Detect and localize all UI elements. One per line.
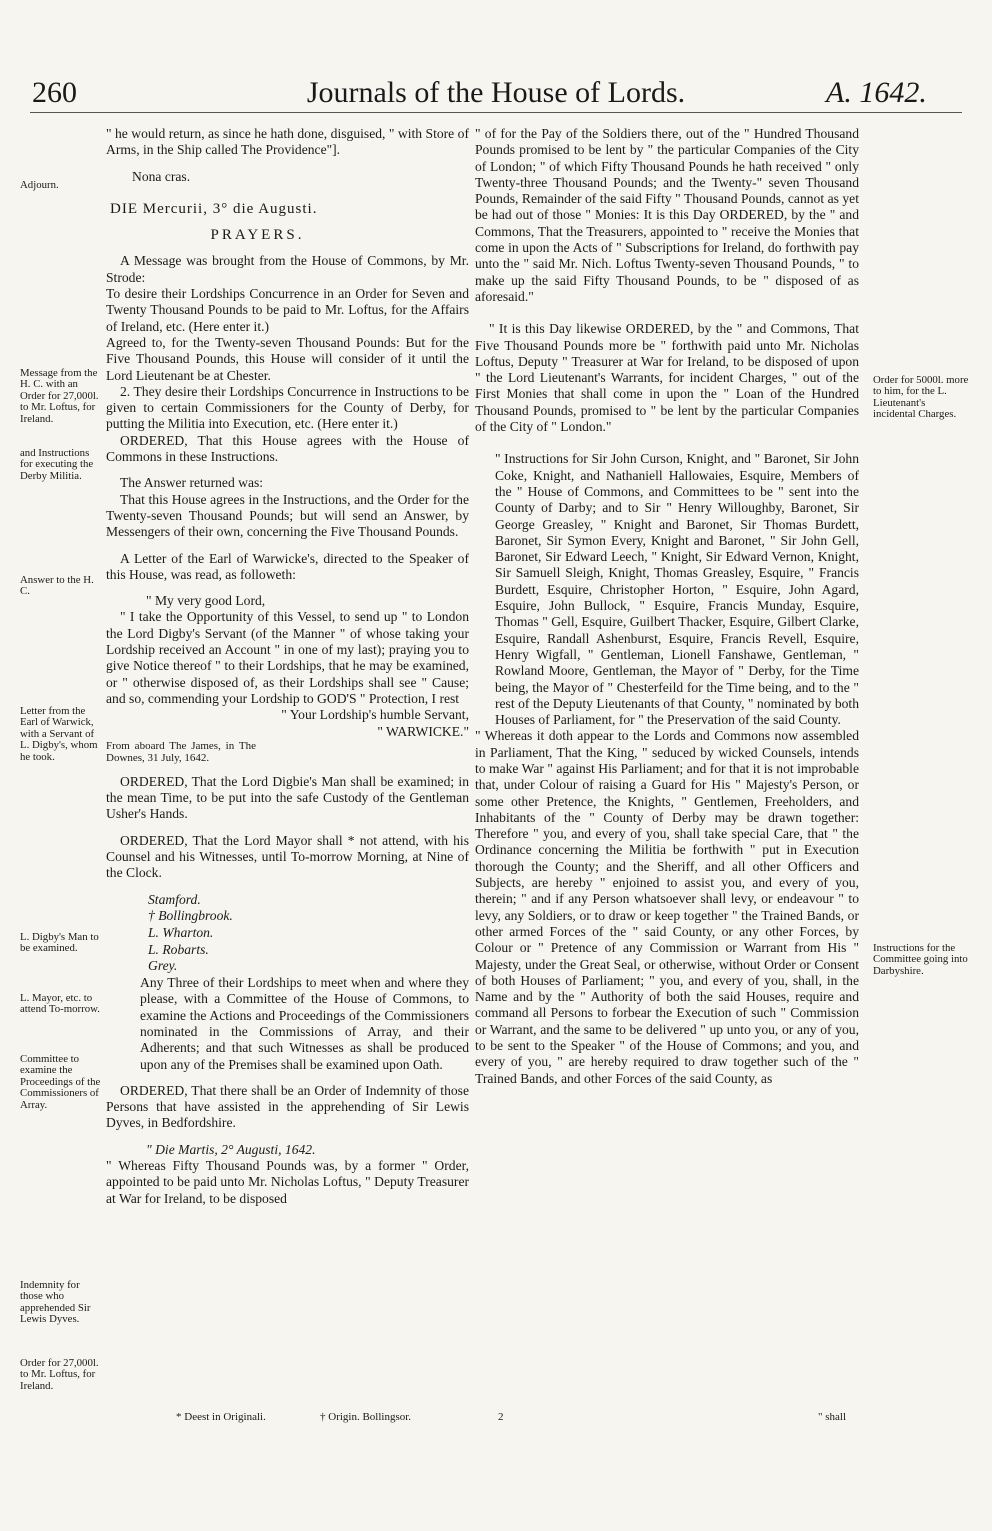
adjournment: Nona cras.	[132, 168, 191, 184]
margin-note: Answer to the H. C.	[20, 574, 94, 598]
lords-committee-list	[106, 892, 469, 976]
lord-name: † Bollingbrook.	[148, 908, 233, 924]
letter-signature: " WARWICKE."	[377, 723, 469, 739]
day-heading: DIE Mercurii, 3° die Augusti.	[110, 200, 318, 217]
paragraph: A Message was brought from the House of Commons, by Mr. Strode:	[106, 253, 469, 285]
lord-name: L. Wharton.	[148, 924, 214, 940]
paragraph: " Whereas Fifty Thousand Pounds was, by a former " Order, appointed to be paid unto Mr. Nicholas Loftus, " Deputy Treasurer at War for Ireland, to be disposed	[106, 1158, 469, 1206]
paragraph: " he would return, as since he hath done, disguised, " with Store of Arms, in the Ship called The Providence"].	[106, 126, 469, 158]
order-paragraph: ORDERED, That the Lord Digbie's Man shall be examined; in the mean Time, to be put into the safe Custody of the Gentleman Usher's Hands.	[106, 773, 469, 822]
right-column	[475, 126, 859, 1087]
letter-closing: " Your Lordship's humble Servant,	[281, 707, 469, 723]
margin-note: Letter from the Earl of Warwick, with a Servant of L. Digby's, whom he took.	[20, 705, 98, 763]
margin-note: Indemnity for those who apprehended Sir Lewis Dyves.	[20, 1279, 91, 1326]
paragraph: " It is this Day likewise ORDERED, by the " and Commons, That Five Thousand Pounds more be " forthwith paid unto Mr. Nicholas Loftus, Deputy " Treasurer at War for Ireland, to be disposed of upon " the Lord Lieutenant's Warrants, for incident Charges, " out of the First Monies that shall come in upon the " Loan of the Hundred Thousand Pounds, promised to " be lent by the particular Companies of the City of " London."	[475, 321, 859, 435]
dated-heading: " Die Martis, 2° Augusti, 1642.	[146, 1141, 316, 1157]
margin-note: L. Digby's Man to be examined.	[20, 931, 99, 955]
order-paragraph: ORDERED, That there shall be an Order of Indemnity of those Persons that have assisted in the apprehending of Sir Lewis Dyves, in Bedfordshire.	[106, 1082, 469, 1131]
left-column	[106, 126, 469, 1207]
year-heading: A. 1642.	[826, 76, 927, 109]
paragraph: Agreed to, for the Twenty-seven Thousand Pounds: But for the Five Thousand Pounds, this House will consider of it until the Lord Lieutenant be at Chester.	[106, 334, 469, 383]
paragraph: " Whereas it doth appear to the Lords and Commons now assembled in Parliament, That the King, " seduced by wicked Counsels, intends to make War " against His Parliament; and for that it is not improbable that, under Colour of raising a Guard for His " Majesty's Person, or some other Pretence, the Knights, " Gentlemen, Freeholders, and Inhabitants of the " County of Derby may be drawn together: Therefore " you, and every of you, shall take special Care, that " the Ordinance concerning the Militia be forthwith " put in Execution thorough the County; and the Sheriff, and all other Officers and Subjects, are hereby " enjoined to assist you, and every of you, therein; " and if any Person whatsoever shall levy, or endeavour " to levy, any Soldiers, or to draw or keep together " the Trained Bands, or other armed Forces of the " said County, or any other Forces, by Colour or " Pretence of any Commission or Warrant from His " Majesty, under the Great Seal, or otherwise, without Order or Consent of both Houses of Parliament; " you, and every of you, shall, in the Name and by the " Authority of both the said Houses, require and command all Persons to forbear the Execution of such " Commission or Warrant, and the same to be delivered " up unto you, or any of you, to be sent to the Speaker " of the House of Commons; and you, and every of you, " are hereby required to draw together such of the " Trained Bands, and other Forces of the said County, as	[475, 728, 859, 1086]
letter-dateline: From aboard The James, in The Downes, 31 July, 1642.	[106, 739, 256, 764]
signature-mark: 2	[498, 1411, 504, 1423]
catchword: " shall	[818, 1411, 847, 1423]
paragraph: Any Three of their Lordships to meet when and where they please, with a Committee of the House of Commons, to examine the Actions and Proceedings of the Commissioners nominated in the Commissions of Array, and their Adherents; and that such Witnesses as shall be produced upon any of the Premises shall be examined upon Oath.	[140, 975, 469, 1072]
order-paragraph: ORDERED, That this House agrees with the House of Commons in these Instructions.	[106, 432, 469, 465]
page-number: 260	[32, 76, 77, 109]
running-title: Journals of the House of Lords.	[306, 76, 686, 109]
paragraph: The Answer returned was:	[120, 475, 264, 491]
prayers-heading: PRAYERS.	[210, 227, 305, 244]
margin-note: Order for 27,000l. to Mr. Loftus, for Ireland.	[20, 1357, 99, 1392]
paragraph: A Letter of the Earl of Warwicke's, directed to the Speaker of this House, was read, as followeth:	[106, 550, 469, 582]
lord-name: Stamford.	[148, 891, 201, 907]
paragraph: That this House agrees in the Instructions, and the Order for the Twenty-seven Thousand Pounds; but will send an Answer, by Messengers of their own, concerning the Five Thousand Pounds.	[106, 491, 469, 540]
paragraph: 2. They desire their Lordships Concurrence in Instructions to be given to certain Commissioners for the County of Derby, for putting the Militia into Execution, etc. (Here enter it.)	[106, 383, 469, 432]
footnote: * Deest in Originali.	[176, 1411, 266, 1423]
paragraph: " of for the Pay of the Soldiers there, out of the " Hundred Thousand Pounds promised to be lent by " the particular Companies of the City of London; " of which Fifty Thousand Pounds he hath received " only Twenty-three Thousand Pounds; and the Twenty-" seven Thousand Pounds, Remainder of the said Fifty " Thousand Pounds, cannot as yet be had out of those " Monies: It is this Day ORDERED, by the " and Commons, That the Treasurers, appointed to " receive the Monies that come in upon the Acts of " Subscriptions for Ireland, do forthwith pay unto the " said Mr. Nich. Loftus Twenty-seven Thousand Pounds, " to make up the said Fifty Thousand Pounds, to be " disposed of as aforesaid."	[475, 126, 859, 304]
letter-salutation: " My very good Lord,	[146, 593, 266, 609]
order-paragraph: ORDERED, That the Lord Mayor shall * not attend, with his Counsel and his Witnesses, until To-morrow Morning, at Nine of the Clock.	[106, 832, 469, 881]
margin-note: Message from the H. C. with an Order for 27,000l. to Mr. Loftus, for Ireland.	[20, 367, 99, 425]
margin-note: L. Mayor, etc. to attend To-morrow.	[20, 992, 100, 1016]
lord-name: L. Robarts.	[148, 941, 209, 957]
letter-body: " I take the Opportunity of this Vessel, to send up " to London the Lord Digby's Servant (of the Manner " of whose taking your Lordship received an Account " in one of my last); praying you to give Notice thereof " to their Lordships, that he may be examined, or " otherwise disposed of, as their Lordships shall see " Cause; and so, commending your Lordship to GOD'S " Protection, I rest	[106, 609, 469, 706]
paragraph: " Instructions for Sir John Curson, Knight, and " Baronet, Sir John Coke, Knight, and Nathaniell Hallowaies, Esquire, Members of the " House of Commons, and Committees to be " sent into the County of Darby; and to Sir " Henry Willoughby, Baronet, Sir George Greasley, " Knight and Baronet, Sir Thomas Burdett, Baronet, Sir Symon Every, Knight and Baronet, " Sir John Gell, Baronet, Sir Edward Leech, " Knight, Sir Edward Vernon, Knight, Sir Samuell Sleigh, Knight, Thomas Greasley, Esquire, " Francis Burdett, Esquire, Christopher Horton, " Esquire, John Agard, Esquire, John Bullock, " Esquire, Francis Munday, Esquire, Thomas " Gell, Esquire, Guilbert Thacker, Esquire, Gilbert Clarke, Esquire, Randall Ashenburst, Esquire, Francis Revell, Esquire, Henry Wigfall, " Gentleman, Lionell Fanshawe, Gentleman, " Rowland Moore, Gentleman, the Mayor of " Derby, for the Time being, the Mayor of " Chesterfeild for the Time being, and to the " rest of the Deputy Lieutenants of that County, " nominated by both Houses of Parliament, for " the Preservation of the said County.	[495, 451, 859, 728]
header-rule	[30, 112, 962, 113]
margin-note: Adjourn.	[20, 179, 59, 191]
margin-note: Committee to examine the Proceedings of the Commissioners of Array.	[20, 1053, 101, 1111]
margin-note: Instructions for the Committee going into Darbyshire.	[873, 942, 968, 977]
margin-note: Order for 5000l. more to him, for the L. Lieutenant's incidental Charges.	[873, 374, 969, 421]
lord-name: Grey.	[148, 958, 178, 974]
paragraph: To desire their Lordships Concurrence in an Order for Seven and Twenty Thousand Pounds to be paid to Mr. Loftus, for the Affairs of Ireland, etc. (Here enter it.)	[106, 286, 469, 334]
footnote: † Origin. Bollingsor.	[320, 1411, 412, 1423]
margin-note: and Instructions for executing the Derby Militia.	[20, 447, 94, 482]
